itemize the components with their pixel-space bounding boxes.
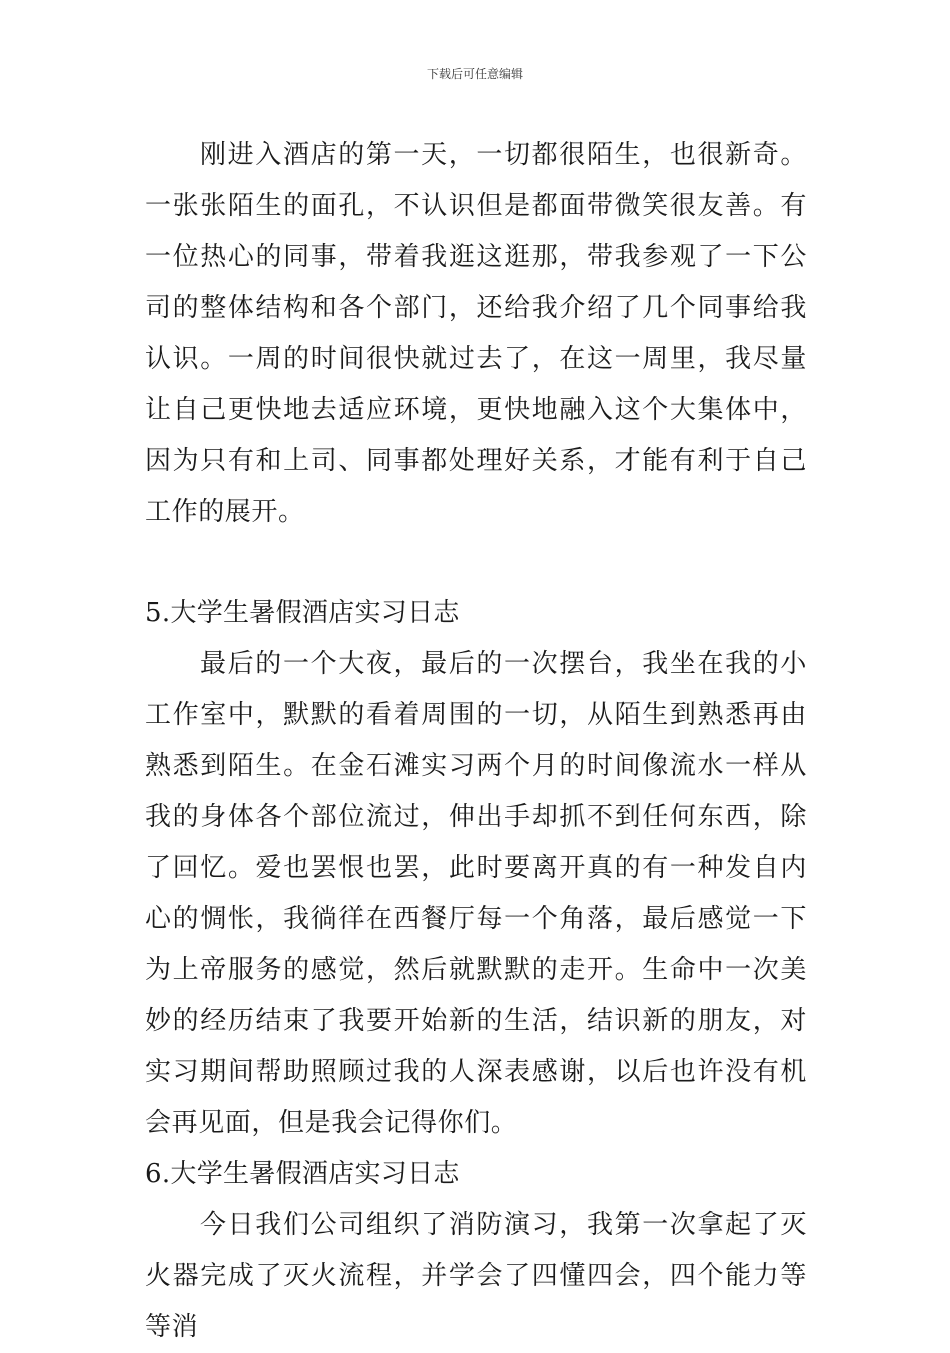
paragraph-text: 最后的一个大夜，最后的一次摆台，我坐在我的小工作室中，默默的看着周围的一切，从陌生到熟悉再由熟悉到陌生。在金石滩实习两个月的时间像流水一样从我的身体各个部位流过，伸出手却抓不到任何东西，除了回忆。爱也罢恨也罢，此时要离开真的有一种发自内心的惆怅，我徜徉在西餐厅每一个角落，最后感觉一下为上帝服务的感觉，然后就默默的走开。生命中一次美妙的经历结束了我要开始新的生活，结识新的朋友，对实习期间帮助照顾过我的人深表感谢，以后也许没有机会再见面，但是我会记得你们。 bbox=[145, 649, 807, 1138]
section-heading-6: 6.大学生暑假酒店实习日志 bbox=[145, 1159, 460, 1189]
document-body bbox=[145, 130, 807, 1353]
paragraph-text: 今日我们公司组织了消防演习，我第一次拿起了灭火器完成了灭火流程，并学会了四懂四会，四个能力等等消 bbox=[145, 1210, 807, 1342]
page-header-note: 下载后可任意编辑 bbox=[426, 67, 523, 81]
paragraph-section-6 bbox=[145, 1200, 807, 1353]
section-gap bbox=[145, 538, 807, 588]
paragraph-section-5 bbox=[145, 639, 807, 1149]
paragraph-intro bbox=[145, 130, 807, 538]
section-heading-5: 5.大学生暑假酒店实习日志 bbox=[145, 598, 460, 628]
paragraph-text: 刚进入酒店的第一天，一切都很陌生，也很新奇。一张张陌生的面孔，不认识但是都面带微笑很友善。有一位热心的同事，带着我逛这逛那，带我参观了一下公司的整体结构和各个部门，还给我介绍了几个同事给我认识。一周的时间很快就过去了，在这一周里，我尽量让自己更快地去适应环境，更快地融入这个大集体中，因为只有和上司、同事都处理好关系，才能有利于自己工作的展开。 bbox=[145, 140, 807, 527]
